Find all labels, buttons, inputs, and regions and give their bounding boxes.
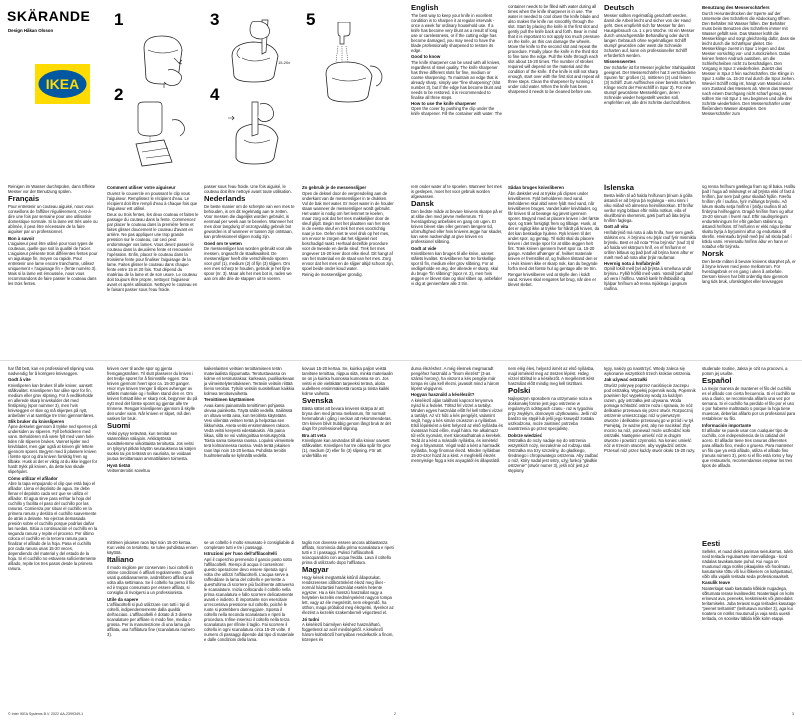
section-heading: Godt at vide <box>411 245 437 251</box>
section-heading: Zo gebruik je de messenslijper <box>302 185 367 191</box>
paragraph: Veitsenteroitin soveltuu <box>107 468 151 474</box>
paragraph: studerade routine, Jaksa je ozit na pracovni, a potom jej usušte. <box>702 366 788 376</box>
paragraph: Hnífabrýnið má nota á alla hnífa, hver sem gæði stálsins eru. Á brýninu eru þrjár rauf fyrir mismikla brýnslu. Best er að nota "Fína brýnslu" (rauf 3) til að halda vel skörpum hníf, en ef hnífurinn er orðinn bitlaus og það þarf að brýna hann aftur er mælt með að nota allar þrjár raufarnar. <box>604 229 696 260</box>
paragraph: Hogy kések megtartsák kitűnő állapotukat, rendszeresen időközönként élezd meg őket - normál háztartási használat esetén hetente egyszer. Ha a kés hosszú használat vagy a helytelen kezelés eredményeként nagyon tompa lett, vagy az éle megsérült, nem elegendő, ha otthon, maga próbálod meg élezgetni. Ilyenkor az élezést a kezelés szakembernél végeztesd el. <box>302 575 394 616</box>
paragraph: A késélező alján található kapcsot lenyomva nyisd ki a fedelet. Töltsd fel vízzel a tartályt. Minden egyes használat előtt fel kell tölteni vízzel a tartályt. Az víz hűti a kés pengéjét, valamint segít, hogy a kés simán csússzon a nyílásban. Első lépésként a kést helyezd az első nyílásba és óvatosan húzd előre, majd hátra. Ne alkalmazz túl erős nyomást, mert károsodhatnak a kerekek. Tedd át a kést a második nyílásba, és ismételd meg a folyamatot. Végül tedd a kést a harmadik nyílásba, hogy finoman élezd. Minden nyílásban 15-20-szor húzd át a kést. A megfelelő élezés mennyisége függ a kés anyagától és állapotától. <box>411 397 503 463</box>
paragraph: The knife sharpener can be used with all knives, regardless of steel quality. The knife sharpener has three different slots for fine, medium or coarse sharpening. To maintain an edge that is already sharp, simply use "fine sharpening" (slot number 3), but if the edge has become blunt and needs to be restored, it is recommended to finalise all three steps. <box>411 59 502 100</box>
section-heading: Dobrze wiedzieć <box>508 432 543 438</box>
paragraph: og renna hnífnum gætilega fram og til baka. Hafðu það í huga að mikilvægt er að þrýsta ekki of fast á hnífinn, þar sem það getur skaðað hjólin. Færðu hnífinn yfir í raufina, fyrir miðlungs brýnslu. Að lokum skaltu setja hnífinn í þriðju raufina til að fínbrýna hnífsegginn. Dragið hnífinn fram og aftur 15-20 sinnum í hverri rauf. Eftir nauðsynlegum endurtekningum fer eftir gæðum stálsins og ástandi hnífsins. Ef hnífurinn er ekki nógu beittur skaltu byrja á byrjuninni aftur og endurtaka öll skrefin. Hreinsaðu brýnið með því að skola það í köldu vatni. Hreinsaðu hnífinn áður en hann er notaður eftir brýnslu. <box>702 184 796 249</box>
text-column-nederlands-cont <box>302 184 394 356</box>
section-heading: Suomi <box>107 421 131 431</box>
paragraph: Rengør knivsliberen ved at skylle den i koldt vand. Kniven skal rengøres før brug, når den er blevet slebet. <box>508 271 596 287</box>
paragraph: Deux ou trois fentes, les deux couteau et faites le passage du couteau dans la fente. Commencez par placer le couteau dans la première fente et faites glisser doucement le couteau d'avant en arrière. Ne pas appliquer une trop grande pression sur le couteau, car ceci peut endommager vos lames. Vous devez passer le couteau dans la deuxième fente et renouveler l'opération. Enfin, placez le couteau dans la troisième fente pour finaliser l'aiguisage de la lame. Faites glisser le couteau dans chaque fente entre 15 et 20 fois. Tout dépend du matériau de la lame et de son usure. Le couteau doit toujours être propre, nettoyez l'aiguiseur avant et après utilisation. Nettoyez le couteau en le faisant passer sous l'eau froide. <box>107 211 199 292</box>
text-column-suomi <box>107 366 199 536</box>
section-heading: Benutzung des Messerschärfers <box>702 5 770 11</box>
section-heading: Magyar <box>302 565 329 575</box>
section-heading: Goed om te weten <box>204 240 242 246</box>
section-heading: Información importante <box>702 422 752 428</box>
paragraph: La mejor manera de mantener el filo del cuchillo es el afilado con cierta frecuencia. Si el cuchillo se usa a diario, se recomienda afilarlo una vez por semana. Si el cuchillo ha perdido el filo por el uso o por haberse maltratado o porque la hoja tiene muescas, deberías afilarlo por un profesional para restablecer su filo. <box>702 386 796 422</box>
paragraph: Åbn dækslet ved at trykke på clipsen under knivsliberen. Fyld beholderen med vand. Beholderen skal altid være fyldt med vand, når knivsliberen bruges. Vandet køler knivbladet, og får kniven til at bevæge sig jævnt igennem sporet. Begynd med at placere kniven i det første spor, og træk forsigtigt frem og tilbage. Husk, at det er vigtigt ikke at trykke for hårdt på kniven, da det kan beskadige hjulene. Ryk kniven til det andet spor, og gentag. Til sidst skal du placere kniven i det tredje spor for at slibe æggen helt fint. Træk kniven igennem hvert spor ca. 15-20 gange. Antallet afhænger af, hvilket materiale kniven er fremstillet af, og hvilken tilstand den er i. Hvis kniven ikke er skarp nok, kan du begynde forfra med det første hul og gentage alle tre trin. <box>508 190 600 271</box>
section-heading: English <box>411 4 439 12</box>
paragraph: Apri il coperchio premendo il gancio posto sotto l'affilacoltelli. Riempi di acqua il contenitore: questo operazione devo essere ripetuta ogni volta che utilizzi l'affilacoltelli. L'acqua serve a raffreddare la lama del coltello e permette a quest'ultima di scorrere più facilmente attraverso le scanalature. Inizia collocando il coltello nella prima scanalatura e fallo scorrere delicatamente avanti e indietro. È importante non esercitare un'eccessiva pressione sul coltello, poiché le ruote si potrebbero danneggiare. Sposta il coltello nella seconda scanalatura e ripeti la procedura. Infine inserisci il coltello nella terza scanalatura per rifinire il taglio. Fai scorrere il coltello in ogni scanalatura circa 15-20 volte. Il numero di passaggi dipende dal tipo di materiale e dalle condizioni della lama. <box>204 556 295 642</box>
paragraph: se un coltello è molto smussato è consigliabile di completare tutti e tre i passaggi. <box>204 540 295 550</box>
section-heading: Hvernig nota á hnífabrýnið <box>604 261 660 267</box>
section-heading: Kasulik teave <box>702 580 731 586</box>
designer-credit: Design Håkan Olsson <box>8 28 54 33</box>
paragraph: Der Schärfer ist für Messer jeglicher Stahlqualität geeignet. Der Messerschärfer hat 3 verschiedene Spuren für: großen (1), mittleren (2) und feinen (3) Schliff. Zum Auffrischen einer bereits scharfen Klinge reicht der Feinschliff in Spur 3). Für eine stumpf gewordene Messerklingen, deren Schneide wieder hergestellt werden soll, empfehlen wir, alle drei Schritte durchzuführen. <box>604 64 696 105</box>
paragraph: durva élezéshez. A még élesnek megmaradt pengéhez használd a "finom élezést" (3-as számú horony), ha viszont a kés pengéje már tompa és újra kell élezni, javasolt mind a három lépést végigvinni. <box>411 366 500 391</box>
paragraph: L'affilacoltelli si può utilizzare con tutti i tipi di coltelli, indipendentemente dalla qualità dell'acciaio. L'affilacoltelli è dotato di 3 diverse scanalature per affilare in modo fine, media o grossa. Per la manutenzione di una lama già affilata, usa l'affilatura fine (scanalatura numero 3). <box>107 602 195 638</box>
text-column-nederlands <box>204 184 296 356</box>
step-3-illustration <box>222 18 294 88</box>
section-heading: Jó tudni <box>302 616 320 622</box>
text-column-italiano-cont <box>204 540 296 712</box>
paragraph: Veitsi pysyy terävänä, kun teroitat sen säännöllisin väliajoin. Arkikäytössä suosittelemme viikoittaista teroitusta. Jos veitsi on tylsynyt pitkän käytön seurauksena tai kärjen suoksi tai jos terässä on vaurioita, se voidaan joutua teroittamaan ammattilaisen toimesta. <box>107 431 196 462</box>
text-column-polski-cont <box>604 366 696 712</box>
paragraph: mittimen jokaisen raon läpi noin 15-20 kertaa. Kun veitsi on teroitettu, se tulee puhdistaa ennen käyttöä. <box>107 540 198 555</box>
paragraph: De beste manier om de scherpte van een mes te behouden, is om dit regelmatig aan te zetten. Voor messen die dagelijks worden gebruikt, is eenmaal per week aan te bevelen. Wanneer het mes door langdurig of onzorgvuldig gebruik bot geworden is of wanneer er tussen zijn ontstaan, kan professioneel slijpen nodig zijn. <box>204 204 295 240</box>
svg-text:15-20x: 15-20x <box>278 60 291 65</box>
paragraph: A késélező bármilyen késhez használható, függetlenül az acél minőségétől. A késélező három különböző hornyában rendelkezik a finom, közepes és <box>302 622 394 643</box>
text-column-suomi-cont <box>204 366 296 536</box>
section-heading: Jak używać ostrzałki <box>604 377 648 383</box>
paragraph: Den bedste måde at bevare knivens skarpe på er at slibe den med jævne mellemrum. Til hverdagsbrug anbefales en gang om ugen. Er kniven blevet sløv eller gennem længere tid, ufornuftighed eller hvis knivens ægge har skader, kan være nødvendigt at give kniven en professionel slibning. <box>411 209 503 245</box>
paragraph: The best way to keep your knife in excellent condition is to sharpen it at regular intervals - once a week for ordinary household use. If a knife has become very blunt as a result of long use or carelessness, or if the cutting edge has become damaged, you may need to have the blade professionally sharpened to restore its edge. <box>411 13 498 54</box>
paragraph: Reinigen im Wasser durchspülen, dann Effekte Messer vor der Benutzung spülen. <box>8 184 96 194</box>
paragraph: Selleks, et nuad oleks parimas seisukorras, tuleb neid teritada regulaarsete intervallidega - kord nädalas tavakasutuse puhul. Kui nuga on muutunud väga nüriks pikaajalise või hoolimatu kasutamise tõttu või kui lõikeserv on kahjustatud, võib olla vajalik teritada seda professionaalselt. <box>702 549 793 580</box>
section-heading: Français <box>8 194 40 204</box>
paragraph: Ouvrez le couvercle en poussant le clip vous l'aiguiseur. Remplissez le récipient d'eau. Le récipient doit être rempli d'eau à chaque fois que l'aiguiseur est utilisé. <box>107 190 198 211</box>
paragraph: kovuus 15-20 kertaa. Se, kuinka paljon veistä tarvitsee teroittaa, riippuu siitä, minkä materiaalin se on ja kuinka huonossa kunnossa se on. Jos veitsi ei ole vieläkään tarpeeksi terävä, aloita uudelleen ensimmäisestä raosta ja toista kaikki kolme vaihetta. <box>302 366 393 396</box>
step-number-5: 5 <box>306 10 316 29</box>
paragraph: kaikenlaisten veitsien teroittamiseen terän materiaalista riippumatta. Terotustavassa on kolme eri teroitusrakoa: karkeaan, puolikarkeaan ja viimeistelyteroitukseen. Teräviin veitsiin riittää hieno teroitus. Tylsiin veitsiin suositellaan kaikkia kolmea teroitusvaihetta. <box>204 366 295 396</box>
paragraph: Knivsliberen kan bruges til alle knive, uanset stålets kvalitet. Knivsliberen har tre forskellige spor til fin, medium eller grov slibning. For at vedligeholde en æg, der allerede er skarp, skal du bruge "fin slibning" (spor nr. 3), men hvis æggen er blevet sløv og skal slibes op, anbefaler vi dig at gennemføre alle 3 trin. <box>411 251 503 287</box>
step-number-3: 3 <box>210 10 220 29</box>
section-heading: Utile da sapere <box>107 596 139 602</box>
paragraph: Knivslipare kan användas till alla knivar oavsett stålkvalitet. Knivslipen har tre olika spår för grov (1), medium (2) eller fin (3) slipning. För att underhålla en <box>302 438 391 459</box>
text-column-norsk-cont <box>8 366 98 712</box>
paragraph: Noateritajat saab kasutada kõikide nugadega, sõltumata terase kvaliteedist. Noateritajal on kolm erinevat ava, peeneks, keskmiseks või jämedaks teritamiseks. Juba teravat nuga teritades kasutage "peenet teritamist" (teritusava number 3), aga kui noaterа on nüriks muutunud ja vaja seda uuesti teritada, on soovitav läbida kõik kolm etappi. <box>702 585 796 621</box>
copyright-footer: © Inter IKEA Systems B.V. 2022 <box>8 712 60 716</box>
document-code: AA-2399349-1 <box>60 712 84 716</box>
paragraph: Otwórz pokrywę poprzez naciśnięcie zaczepu pod ostrzałką. Wypełnij pojemnik wodą. Pojemnik powinien być wypełniony wodą za każdym razem, gdy ostrzałka jest używana. Woda pomaga schłodzić ostrze noża i sprawia, że nóż delikatnie przesuwa się przez otwór. Rozpocznij ostrzenie umieszczając nóż w pierwszym otworze i delikatnie przesuwaj go w przód i w tył. Pamiętaj, że ważne jest, aby nie naciskać zbyt mocno na nóż, ponieważ może uszkodzić koło ostrzałki. Następnie umieść nóż w drugim otworze i powtórz czynności. Na koniec umieść nóż w trzecim otworze, aby wygładzić ostrze. Przesuń nóż przez każdy otwór około 15-20 razy. <box>604 382 696 453</box>
section-heading: Bon à savoir <box>8 235 35 241</box>
text-column-dansk-cont <box>508 184 600 356</box>
paragraph: Najlepszym sposobem na utrzymanie noża w doskonałej formie jest jego ostrzenie w regularnych odstępach czasu - raz w tygodniu przy zwykłym, domowym użytkowaniu. Jeśli nóż bardzo się stępił lub jeśli jego krawędź została uszkodzona, może zaistnieć potrzeba naostrzenia go przez specjalistę. <box>508 396 598 432</box>
section-heading: Good to know <box>411 54 441 60</box>
paragraph: Open de deksel door de vergrendeling aan de onderkant van de messenslijper in te drukken. Vul de bak met water. Er moet water in de houder staan wanneer de messenslijper wordt gebruikt. Het water is nodig om het lemmet te koelen, maar zorg ook dat het mes makkelijker door de sleuf glijdt. Begin met het plaatsen van het mes in de eerste sleuf en trek het mes voorzichtig naar je toe. Oefen niet te veel druk op het mes, om ervoor te zorgen dat het slijpwiel niet beschadigd raakt. Herhaal dezelfde procedure voor de tweede en derde sleuf. Trek het mes ongeveer 15-20 keer door elke sleuf. Dit hangt af van het materiaal en de staat van het mes. Zorg ervoor dat het mes en de slijper altijd schoon zijn, spoel beide onder koud water. <box>302 190 394 271</box>
section-heading: Wissenswertes <box>604 59 636 65</box>
section-heading: How to use the knife sharpener <box>411 101 477 107</box>
text-column-french <box>107 184 199 356</box>
section-heading: Italiano <box>107 555 134 565</box>
text-column-eesti <box>702 540 796 712</box>
paragraph: har fått bett, kan en professionell slipning vara nødvendig for å korrigere knivseggen. <box>8 366 94 376</box>
step-5-illustration <box>318 22 390 172</box>
section-heading: Norsk <box>702 249 724 259</box>
paragraph: container needs to be filled with water during all times when the knife sharpener is in use. The water is needed to cool down the knife blade and also makes the knife run smoothly through the slot. Start by placing the knife in the first slot and gently pull the knife back and forth. Bear in mind that it is important to not apply too much pressure on the knife, as this can damage the wheels. Move the knife to the second slot and repeat the procedure. Finally place the knife in the third slot to fine tune the edge. Pull the knife through each slot about 15-20 times. The number of strokes required will depend on the material and the condition of the knife. If the knife is still not sharp enough, start over with the first slot and repeat all three steps. Clean the sharpener by running it under cold water. When the knife has been sharpened it needs to be cleaned before use. <box>508 4 600 94</box>
section-heading: Polski <box>508 386 531 396</box>
paragraph: Reinig de messenslijper grondig. <box>302 271 363 277</box>
paragraph: L'aiguiseur peut être utilisé pour tous types de couteaux, quelle que soit la qualité de l'acier. L'aiguiseur présente trois différentes fentes pour un aiguisage fin, moyen ou rapide. Pour entretenir une lame encore tranchante, utilisez uniquement « l'aiguisage fin » (fente numéro 3). Mais si la lame est émoussée, nous vous recommandons de faire passer le couteau dans les trois fentes. <box>8 241 98 287</box>
step-number-4: 4 <box>210 85 220 104</box>
paragraph: tępy, należy go naostrzyć. Wtedy zaleca się wykonanie wszystkich trzech kroków ostrzenia. <box>604 366 692 376</box>
section-heading: Bra att veta <box>302 432 326 438</box>
text-column-italiano <box>107 540 199 712</box>
text-column-svenska <box>302 366 394 536</box>
section-heading: Íslenska <box>604 184 634 192</box>
paragraph: Avaa kansi painamalla teroittimen pohjassa olevaa painiketta. Täytä säiliö vedellä. Säiliössä on oltava vettä aina, kun teroitinta käytetään. Vesi viilentää veitsen terää ja helpottaa sen liikkumista. Aseta veitsi ensimmäiseen rakoon. Vedä veitsi kevyesti edestakaisin. Älä paina liikaa, sillä se voi vahingoittaa teroituspyöriä. Toista sama toisessa raossa. Lopuksi viimeistele terä kolmannessa raossa. Vedä terää jokaisen raon läpi noin 15-20 kertaa. Puhdista teroitin huuhtelemalla se kylmällä vedellä. <box>204 402 295 458</box>
paragraph: taglio non dovesse essere ancora abbastanza affilato, ricomincia dalla prima scanalatura e ripeti tutti e 3 i passaggi. Pulisci l'affilacoltelli sciacquandolo con acqua fredda. Lava il coltello prima di utilizzarlo dopo l'affilatura. <box>302 540 394 565</box>
section-heading: Hyvä tietää <box>107 462 131 468</box>
text-column-norsk <box>702 184 796 356</box>
paragraph: Den beste måten å bevare knivens skarphet på, er å bryne kniven med jevne mellomrom. For hverdagsbruk er en gang i uken å anbefale. Dersom kniven har blitt ordentlig sløv gjennom lang tids bruk, uforsiktighet eller knivseggen <box>702 259 796 285</box>
section-heading: Slik bruker du knivsliperen <box>8 418 65 424</box>
paragraph: Ostrzałka do noży nadaje się do ostrzenia wszystkich noży, niezależnie od rodzaju stali. Ostrzałka ma trzy szczeliny, do gładkiego, średniego i chropowatego ostrzenia. Aby zadbać o nóż, który nadal jest ostry, użyj funkcji "gładkie ostrzenie" (otwór numer 3), jeśli nóż jest już stępiony. <box>508 438 599 474</box>
step-4-illustration <box>222 98 294 172</box>
paragraph: nem elég éles, helyezd ismét az első nyílásba, majd ismételd meg az összes lépést. Hideg vízzel öblítsd le a késélezőt. A megélezett kést használat előtt mindig meg kell tisztítani. <box>508 366 595 386</box>
text-column-polski <box>508 366 600 712</box>
section-heading: Gott að vita <box>604 224 629 230</box>
paragraph: Bästa sättet att bevara knivens skärpa är att bryna den med jämna mellanrum, för normalt hemmabruk i gång i veckan att rekommenderas. Om kniven blivit trubbig genom långt bruk är det dags för professionell slipning. <box>302 406 392 432</box>
paragraph: Abre la tapa empujando el clip que está bajo el afilador. Llena el depósito de agua. Se debe llenar el depósito cada vez que se utiliza el afilador. El agua sirve para enfriar la hoja del cuchillo y facilita el paso del cuchillo por las ranuras. Comienza por situar el cuchillo en la primera ranura y desliza el cuchillo suavemente de atrás a delante. No ejerzas demasiada presión sobre el cuchillo porque podrías dañar las ruedas. Sitúa a continuación el cuchillo en la segunda ranura y repite el proceso. Por último coloca el cuchillo en la tercera ranura para finalizar el afilado de la hoja. Pasa el cuchillo por cada ranura unas 15-20 veces, dependiendo del material y del estado de la hoja. Si el cuchillo no estuviera suficientemente afilado, repite los tres pasos desde la primera ranura. <box>8 480 98 571</box>
section-heading: Dansk <box>411 199 434 209</box>
section-heading: Hogyan használd a késélezőt? <box>411 392 475 398</box>
section-heading: Nederlands <box>204 194 246 204</box>
paragraph: Il modo migliore per conservare i tuoi coltelli in ottime condizioni è affilarli regolarmente. Quelli usati quotidianamente, andrebbero affilati una volta alla settimana. Se il coltello ha perso il filo ed è troppo consumato per essere affilato, si consiglia di rivolgersi a un professionista. <box>107 565 195 596</box>
section-heading: Eesti <box>702 540 721 548</box>
section-heading: Comment utiliser votre aiguiseur <box>107 185 176 191</box>
paragraph: Åpne dekselet gjennom å trykke ned sperren på undersiden av sliperen. Fyll beholderen med vann. Beholderen må være fylt med vann hele tiden når sliperen brukes. Vannet kjøler ned knivbladet, men gjør også at kniven glir lettere gjennom sporet. Begynn med å plassere kniven i første spor og dra kniven forsiktig frem og tilbake. Husk at det er viktig at du ikke legger for hardt trykk på kniven, da dette kan skade slipehjulet. <box>8 424 98 475</box>
section-heading: Sådan bruges knivsliberen <box>508 185 564 191</box>
text-column-magyar <box>302 540 394 712</box>
paragraph: Opnið lokið með því að þrýsta á smelluna undir brýninu. Fyllið hólfið með vatni. Vatnið þarf alltaf að vera í hólfinu. Vatnið kælir hnífsblaðið og hjálpar hnífnum að renna mjúklega í gegnum raufina. <box>604 266 693 292</box>
step-1-illustration <box>130 28 200 90</box>
paragraph: passer sous l'eau froide. Une fois aiguisé, le couteau doit être nettoyé avant toute utilisation. <box>204 184 292 194</box>
section-heading: Deutsch <box>604 4 634 12</box>
paragraph: Pour entretenir un couteau aiguisé, nous vous conseillons de l'affûter régulièrement, c'est-à-dire une fois par semaine pour une utilisation domestique normale. Si la lame est très usée ou abîmée, il peut être nécessaire de la faire aiguiser par un professionnel. <box>8 204 98 235</box>
text-column-espanol <box>702 366 796 538</box>
text-column-islenska <box>604 184 696 356</box>
section-heading: Istruzioni per l'uso dell'affilacoltelli <box>204 551 277 557</box>
paragraph: Besta leiðin til að halda hnífunum þínum á góða ástandi er að brýna þá reglulega - einu sinni í viku miðað við almenna heimilisnotkun. Ef hnífur verður mjög bitlaus eftir mikla notkun, eða ef skurðbrúnin skemmist, gæti þurft að láta brýna hnífinn faglega. <box>604 193 694 224</box>
page-divider <box>0 360 802 361</box>
section-heading: Cómo utilizar el afilador <box>8 475 58 481</box>
paragraph: De messenslijper kan worden gebruikt voor alle messen, ongeacht de staalkwaliteit. De messenslijper heeft drie verschillende sporen voor grof (1), medium (2) of fijn (3) slijpen. Om een mes scherp te houden, gebruik je het fijne spoor (nr. 3). Maar als het mes bot is, raden we aan om alle drie de stappen uit te voeren. <box>204 246 292 282</box>
section-heading: Godt å vite <box>8 377 31 383</box>
page-number-3: 3 <box>792 712 794 716</box>
section-heading: Español <box>702 376 732 386</box>
product-title: SKÄRANDE <box>7 8 91 24</box>
text-column-intro <box>8 184 98 354</box>
paragraph: rem onder water af te spoelen. Wanneer het mes is geslepen, moet het voor gebruik worden afgewassen. <box>411 184 502 199</box>
ikea-logo-text: IKEA <box>45 76 80 92</box>
paragraph: Knivsliperen kan brukes til alle kniver, uansett stålkvalitet. Knivsliperen har ulike spor for fin, medium eller grov slipning. For å vedlikeholde en allerede skarp knivskulder det med finslipning (spor nummer 3), men hvis knivseggen er sløv og må skjerpes på nytt, anbefaler vi at samtlige tre trinn gjennomføres. <box>8 382 95 418</box>
step-number-2: 2 <box>114 85 124 104</box>
paragraph: Durch Herunterdrücken der Sperre auf der Unterseite des Schärfers die Abdeckung öffnen. Den Behälter mit Wasser füllen. Der Behälter muss beim Benutzen des Schärfers immer mit Wasser gefüllt sein. Das Wasser kühlt die Messerklinge und sorgt gleichzeitig dafür, dass sie leicht durch die Schärfspur gleitet. Die Messerklinge zuerst in Spur 1 legen und das Messer vorsichtig vor- und zurückziehen. Dabei keinen festen Andruck ausüben, um die Schleifscheiben nicht zu beschädigen. Den Vorgang in Spur 2 wiederholen. Zuletzt das Messer in Spur 3 fein nachschärfen. Die Klinge in Spur 1 sollte ca. 15-20 mal durch die Spur ziehen. Wieviel Schliff nötig ist, hängt vom Material und vom Zustand des Messers ab. Wenn das Messer nach einem Durchgang nicht scharf genug ist, sollten Sie mit Spur 1 neu beginnen und alle drei Schritte wiederholen. Den Messerschärfer unter fließendem Wasser abspülen. Den Messerschärfer zum <box>702 10 796 116</box>
paragraph: El afilador se puede usar con cualquier tipo de cuchillo, con independencia de la calidad del acero. El afilador tiene tres ranuras diferentes para afilado fino, medio o grueso. Para mantener un filo que ya está afilado, utiliza el afilado fino (ranura número 3), pero si el filo está romo y hay que restaurarlo, recomendamos emplear los tres tipos de afilado. <box>702 428 794 469</box>
section-heading: Svenska <box>302 396 333 406</box>
ikea-logo <box>35 64 90 104</box>
paragraph: Messer sollten regelmäßig geschärft werden, damit die Arbeit leicht und sicher von der Hand geht. Dies empfiehlt sich für Messer für den Hausgebrauch ca. 1 x pro Woche. Ist ein Messer durch unsachgemäße Behandlung oder durch langen Gebrauch ohne regelmäßigen Schliff stumpf geworden oder weist die Schneide Scharten auf, kann ein professioneller Schliff erforderlich werden. <box>604 13 695 59</box>
text-column-dansk <box>411 184 503 356</box>
section-heading: Teroittimen käyttäminen <box>204 397 255 403</box>
paragraph: kniven over til andre spor og gjenta fremgangsmåten. Til slutt plasserer du kniven i det tredje sporet for å fininnstille eggen. Dra kniven gjennom hvert spor ca. 15-20 ganger. Hvor mye kniven trenger å slipes avhenger av stålets materiale og i hvilken stand den er. Om kniven fortsatt ikke er skarp nok, begynner du på nytt med det første sporet og gjentar alle tre trinnene. Rengjør knivsliperen gjennom å skylle den under vann. Når kniven er slipet, må den vaskes før bruk. <box>107 366 198 421</box>
step-2-illustration <box>128 100 200 172</box>
text-column-magyar-cont <box>411 366 503 712</box>
page-number-2: 2 <box>394 712 396 716</box>
paragraph: Open the cover by pushing the clip under the knife sharpener. Fill the container with water. The <box>411 106 502 117</box>
step-number-1: 1 <box>114 10 124 29</box>
